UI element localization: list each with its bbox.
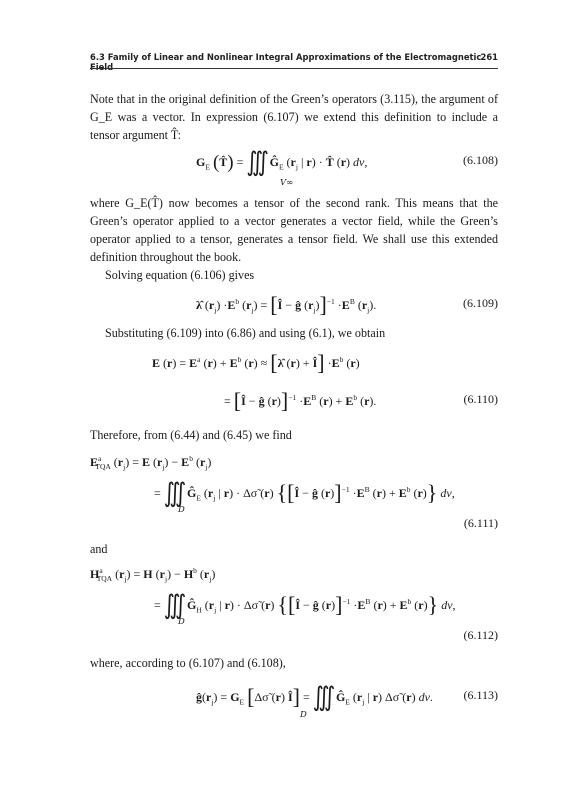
equation-number: (6.111) — [463, 516, 498, 530]
header-rule — [90, 68, 498, 69]
paragraph-3: Solving equation (6.106) gives — [105, 268, 255, 282]
equation-6-111-line-1: $E^a_{TQA}$ $(r_j) = E$ $(r_j) - E^b$ $(r_j)$ — [90, 454, 212, 472]
equation-number: (6.112) — [463, 628, 498, 642]
paragraph-4: Substituting (6.109) into (6.86) and using (6.1), we obtain — [105, 326, 386, 340]
equation-number: (6.113) — [463, 688, 498, 702]
paragraph-5: Therefore, from (6.44) and (6.45) we find — [90, 428, 292, 442]
paragraph-7: where, according to (6.107) and (6.108), — [90, 656, 286, 670]
equation-6-109: λ̂ $(r_j) \cdot E^b$ $(r_j)$ = [Î − ĝ $(r_j)]^{-1} \cdot E^B$ $(r_j)$. — [196, 292, 377, 317]
equation-6-110-line-1: E $(r) = E^a$ $(r) + E^b$ (r) ≈ [λ̂ (r) + Î] $\cdot E^b$ (r) — [152, 350, 360, 375]
equation-6-110-line-2: = [Î − ĝ $(r)]^{-1} \cdot E^B$ $(r) + E^b$ (r). — [224, 388, 377, 413]
equation-6-112-line-2: = ∭ $Ĝ_H$ ($r_j$ | r) · Δσ̃ (r) {[Î − ĝ $(r)]^{-1} \cdot E^B$ $(r) + E^b$ (r)} dv, — [154, 589, 456, 620]
integration-domain: D — [178, 617, 185, 627]
equation-6-111-line-2: = ∭ $Ĝ_E$ ($r_j$ | r) · Δσ̃ (r) {[Î − ĝ $(r)]^{-1} \cdot E^B$ $(r) + E^b$ (r)} dv, — [154, 477, 455, 508]
section-title: 6.3 Family of Linear and Nonlinear Integral Approximations of the Electromagnetic Field — [90, 52, 482, 72]
integration-domain: D — [300, 710, 307, 720]
equation-6-113: $ĝ(r_j) = G_E$ [Δσ̃ (r) Î] = ∭ $Ĝ_E$ ($r_j$ | r) Δσ̃ (r) dv. — [196, 681, 433, 712]
equation-number: (6.110) — [463, 392, 498, 406]
equation-6-108: $G_E$ (T̂) = ∭ $Ĝ_E$ ($r_j$ | r) · T̂ (r) dv, — [196, 146, 368, 177]
page-number: 261 — [480, 52, 498, 62]
integration-domain: D — [178, 505, 185, 515]
paragraph-6: and — [90, 542, 108, 556]
integration-domain: V∞ — [280, 178, 294, 188]
running-header — [90, 52, 498, 72]
equation-number: (6.108) — [463, 153, 498, 167]
paragraph-2: where G_E(T̂) now becomes a tensor of the second rank. This means that the Green’s operator applied to a vector generates a vector field, while the Green’s operator applied to a tensor, generates a tensor field. We shall use this extended definition throughout the book. — [90, 196, 498, 264]
equation-number: (6.109) — [463, 296, 498, 310]
equation-6-112-line-1: $H^a_{TQA}$ $(r_j) = H$ $(r_j) - H^b$ $(r_j)$ — [90, 566, 216, 584]
paragraph-1: Note that in the original definition of the Green’s operators (3.115), the argument of G_E was a vector. In expression (6.107) we extend this definition to include a tensor argument T̂: — [90, 92, 498, 142]
